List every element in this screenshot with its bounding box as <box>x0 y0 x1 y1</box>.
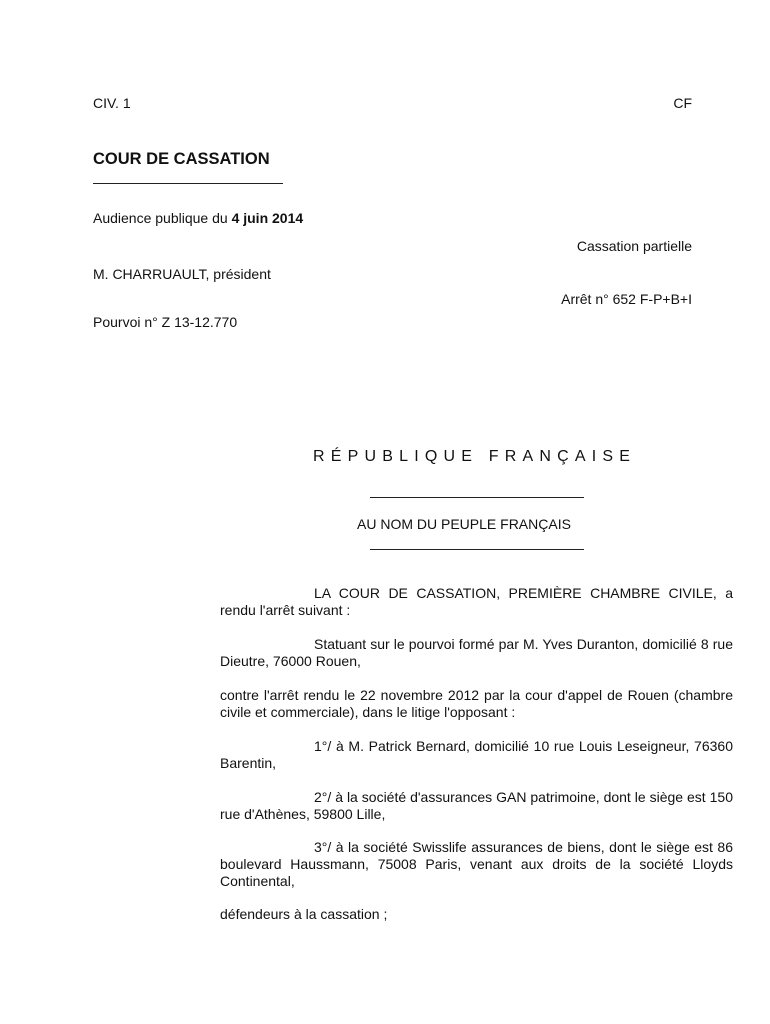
paragraph-defendant-3: 3°/ à la société Swisslife assurances de biens, dont le siège est 86 boulevard Haussmann, 75008 Paris, venant aux droits de la société Lloyds Continental, <box>220 839 733 889</box>
hearing-prefix: Audience publique du <box>93 210 232 226</box>
initials-label: CF <box>673 95 692 111</box>
court-title: COUR DE CASSATION <box>93 150 270 168</box>
rule-top <box>370 497 584 498</box>
title-underline <box>93 183 283 184</box>
rule-bottom <box>370 549 584 550</box>
chamber-label: CIV. 1 <box>93 95 131 111</box>
paragraph-contre: contre l'arrêt rendu le 22 novembre 2012 par la cour d'appel de Rouen (chambre civile et commerciale), dans le litige l'opposant : <box>220 687 733 720</box>
hearing-date: 4 juin 2014 <box>231 210 304 226</box>
hearing-line <box>93 210 303 226</box>
au-nom-heading: AU NOM DU PEUPLE FRANÇAIS <box>357 516 571 532</box>
paragraph-court: LA COUR DE CASSATION, PREMIÈRE CHAMBRE CIVILE, a rendu l'arrêt suivant : <box>220 585 733 618</box>
arret-number: Arrêt n° 652 F-P+B+I <box>561 291 692 307</box>
pourvoi-number: Pourvoi n° Z 13-12.770 <box>93 314 238 330</box>
paragraph-defendeurs: défendeurs à la cassation ; <box>220 906 388 922</box>
paragraph-defendant-2: 2°/ à la société d'assurances GAN patrimoine, dont le siège est 150 rue d'Athènes, 59800 Lille, <box>220 789 733 822</box>
president-line: M. CHARRUAULT, président <box>93 266 271 282</box>
republic-heading: RÉPUBLIQUE FRANÇAISE <box>313 448 637 465</box>
decision-type: Cassation partielle <box>576 238 692 254</box>
paragraph-defendant-1: 1°/ à M. Patrick Bernard, domicilié 10 rue Louis Leseigneur, 76360 Barentin, <box>220 738 733 771</box>
paragraph-petitioner: Statuant sur le pourvoi formé par M. Yves Duranton, domicilié 8 rue Dieutre, 76000 Rouen, <box>220 636 733 669</box>
